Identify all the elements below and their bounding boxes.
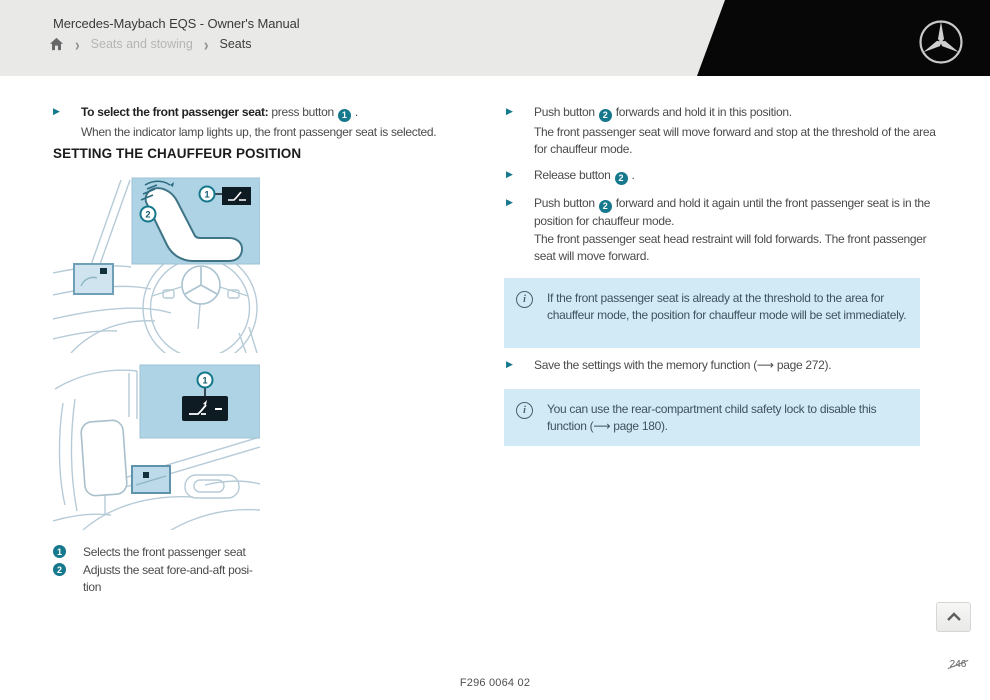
callout-1-badge: 1 xyxy=(338,109,351,122)
section-heading: SETTING THE CHAUFFEUR POSITION xyxy=(53,146,302,161)
chevron-right-icon: › xyxy=(75,34,80,54)
bullet-arrow-icon: ▶ xyxy=(506,107,513,117)
breadcrumb xyxy=(49,34,252,54)
step-select-result: When the indicator lamp lights up, the front passenger seat is selected. xyxy=(81,125,437,139)
legend-item-2: 2 Adjusts the seat fore-and-aft posi- tion xyxy=(53,562,313,595)
svg-text:1: 1 xyxy=(202,375,208,386)
step-push-forwards: ▶ Push button 2 forwards and hold it in this position. xyxy=(506,105,792,120)
info-icon: i xyxy=(516,291,533,308)
figure1-callout-1 xyxy=(200,187,215,202)
figure-inset-panel xyxy=(140,365,260,438)
headrest-outline xyxy=(80,420,127,497)
figure-front-seat-control xyxy=(53,177,260,353)
svg-text:2: 2 xyxy=(145,209,151,220)
steering-wheel-hub xyxy=(182,266,220,304)
bullet-arrow-icon: ▶ xyxy=(53,107,60,117)
info-icon: i xyxy=(516,402,533,419)
callout-2-badge: 2 xyxy=(615,172,628,185)
figure-code: F296 0064 02 xyxy=(459,677,531,689)
breadcrumb-item-seats[interactable]: Seats xyxy=(219,37,252,51)
bullet-arrow-icon: ▶ xyxy=(506,198,513,208)
svg-text:1: 1 xyxy=(204,189,210,200)
figure-inset-panel xyxy=(132,178,260,264)
door-control-highlight-box xyxy=(74,264,113,294)
door-button-highlight-box xyxy=(132,466,170,493)
chevron-up-icon xyxy=(946,611,962,623)
seat-select-button xyxy=(222,187,251,205)
step-push-again-result: The front passenger seat head restraint will fold forwards. The front passenger seat will move forward. xyxy=(534,232,927,263)
step-save-memory: ▶ Save the settings with the memory function (⟶ page 272). xyxy=(506,358,832,372)
callout-1-badge: 1 xyxy=(53,545,66,558)
info-box-threshold: i If the front passenger seat is already at the threshold to the area for chauffeur mode, the position for chauffeur mode will be set immediately. xyxy=(504,278,920,348)
scroll-to-top-button[interactable] xyxy=(936,602,971,632)
app-title: Mercedes-Maybach EQS - Owner's Manual xyxy=(53,16,300,31)
bullet-arrow-icon: ▶ xyxy=(506,170,513,180)
step-push-forwards-result: The front passenger seat will move forward and stop at the threshold of the area for chauffeur mode. xyxy=(534,125,936,156)
step-push-again: ▶ Push button 2 forward and hold it again until the front passenger seat is in the position for chauffeur mode. xyxy=(506,196,931,228)
breadcrumb-item-seats-and-stowing[interactable]: Seats and stowing xyxy=(90,37,193,51)
bullet-arrow-icon: ▶ xyxy=(506,360,513,370)
seat-fore-aft-button xyxy=(182,396,228,421)
page-number-badge[interactable]: 246 xyxy=(943,651,973,677)
header-bar xyxy=(0,0,990,76)
chevron-right-icon: › xyxy=(203,34,209,54)
info-box-child-safety-lock: i You can use the rear-compartment child safety lock to disable this function (⟶ page 180). xyxy=(504,389,920,446)
figure2-callout-1 xyxy=(198,373,213,388)
figure-rear-compartment-control xyxy=(53,363,260,530)
legend-item-1: 1 Selects the front passenger seat xyxy=(53,544,313,561)
figure1-callout-2 xyxy=(141,207,156,222)
step-select-passenger-seat: ▶ To select the front passenger seat: press button 1 . xyxy=(53,105,358,120)
step-release-button: ▶ Release button 2 . xyxy=(506,168,635,183)
callout-2-badge: 2 xyxy=(599,109,612,122)
mercedes-star-icon xyxy=(917,19,965,65)
callout-2-badge: 2 xyxy=(599,200,612,213)
home-icon[interactable] xyxy=(49,37,64,51)
callout-2-badge: 2 xyxy=(53,563,66,576)
